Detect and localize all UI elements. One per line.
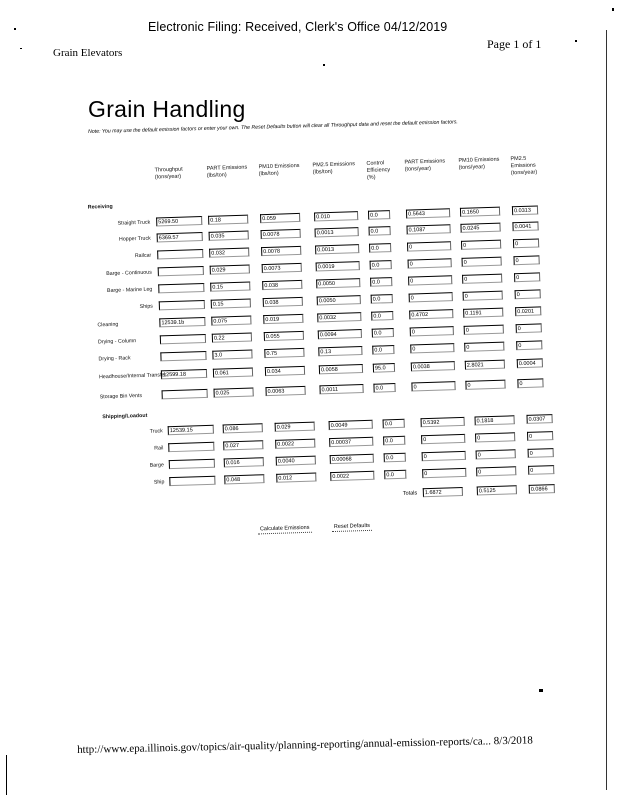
input-field[interactable]: 0.0 bbox=[371, 294, 393, 304]
input-field[interactable]: 3.0 bbox=[212, 350, 252, 360]
output-field: 0 bbox=[422, 468, 466, 478]
input-field[interactable]: 0.025 bbox=[213, 387, 253, 397]
input-field[interactable]: 0.0049 bbox=[329, 420, 373, 430]
input-field[interactable]: 0.00068 bbox=[330, 454, 374, 464]
section-label-shipping: Shipping/Loadout bbox=[102, 412, 148, 421]
output-field: 0 bbox=[515, 289, 541, 299]
output-field: 0 bbox=[410, 326, 454, 336]
instructions-note: Note: You may use the default emission factors or enter your own. The Reset Defaults button will clear all Throughput data and reset the default emission factors. bbox=[88, 119, 458, 135]
input-field[interactable]: 0.010 bbox=[314, 211, 358, 221]
output-field: 0.5392 bbox=[421, 417, 465, 427]
input-field[interactable]: 0.0 bbox=[383, 419, 405, 429]
output-field: 0 bbox=[408, 275, 452, 285]
output-field: 0 bbox=[517, 378, 543, 388]
input-field[interactable]: 0.0063 bbox=[265, 386, 305, 396]
page-footer: http://www.epa.illinois.gov/topics/air-quality/planning-reporting/annual-emission-reports/ca... 8/3/2018 bbox=[77, 734, 533, 756]
input-field[interactable]: 0.0019 bbox=[316, 261, 360, 271]
output-field: 0 bbox=[528, 465, 554, 475]
input-field[interactable] bbox=[160, 351, 206, 361]
row-label: Rail bbox=[154, 445, 164, 452]
input-field[interactable]: 0.0 bbox=[373, 383, 395, 393]
output-field: 0.1087 bbox=[406, 224, 450, 234]
input-field[interactable]: 0.055 bbox=[264, 331, 304, 341]
input-field[interactable]: 0.0040 bbox=[276, 456, 316, 466]
output-field: 0.0245 bbox=[460, 223, 500, 233]
row-label: Hopper Truck bbox=[118, 235, 151, 243]
input-field[interactable]: 0.0 bbox=[384, 470, 406, 480]
output-field: 0 bbox=[476, 449, 516, 459]
column-header: PM2.5 Emissions (tons/year) bbox=[510, 155, 538, 177]
output-field: 0 bbox=[527, 431, 553, 441]
input-field[interactable]: 0.0 bbox=[371, 311, 393, 321]
input-field[interactable] bbox=[160, 334, 206, 344]
input-field[interactable]: 0.75 bbox=[264, 348, 304, 358]
scan-speck bbox=[539, 689, 543, 692]
scan-speck bbox=[323, 64, 325, 66]
scan-speck bbox=[14, 28, 16, 30]
output-field: 0 bbox=[410, 343, 454, 353]
input-field[interactable]: 0.0022 bbox=[275, 439, 315, 449]
scan-edge bbox=[606, 30, 607, 790]
output-field: 0 bbox=[463, 291, 503, 301]
input-field[interactable]: 0.00037 bbox=[329, 437, 373, 447]
input-field[interactable]: 0.032 bbox=[209, 248, 249, 258]
column-header: PART Emissions (tons/year) bbox=[404, 158, 446, 173]
output-field: 2.8021 bbox=[465, 360, 505, 370]
input-field[interactable] bbox=[158, 283, 204, 293]
output-field: 0 bbox=[462, 257, 502, 267]
output-field: 0.5643 bbox=[406, 208, 450, 218]
row-label: Truck bbox=[149, 428, 163, 435]
column-header: PM10 Emissions (lbs/ton) bbox=[258, 162, 300, 178]
input-field[interactable] bbox=[169, 476, 215, 486]
row-label: Ship bbox=[153, 479, 165, 486]
output-field: 0 bbox=[407, 241, 451, 251]
output-field: 0.1191 bbox=[463, 308, 503, 318]
input-field[interactable]: 0.0 bbox=[370, 277, 392, 287]
input-field[interactable]: 0.0013 bbox=[315, 244, 359, 254]
reset-defaults-button[interactable]: Reset Defaults bbox=[332, 522, 372, 532]
input-field[interactable]: 0.038 bbox=[263, 297, 303, 307]
input-field[interactable]: 0.18 bbox=[208, 215, 248, 225]
output-field: 0 bbox=[465, 380, 505, 390]
input-field[interactable]: 0.034 bbox=[265, 366, 305, 376]
row-label: Headhouse/Internal Transfer bbox=[98, 372, 167, 381]
input-field[interactable]: 0.15 bbox=[210, 282, 250, 292]
input-field[interactable]: 0.0 bbox=[384, 453, 406, 463]
input-field[interactable]: 0.0 bbox=[369, 243, 391, 253]
input-field[interactable] bbox=[157, 249, 203, 259]
totals-label: Totals bbox=[402, 490, 418, 497]
row-label: Cleaning bbox=[97, 321, 119, 329]
input-field[interactable]: 0.035 bbox=[209, 231, 249, 241]
input-field[interactable]: 0.016 bbox=[224, 457, 264, 467]
input-field[interactable]: 0.0 bbox=[370, 260, 392, 270]
column-header: Control Efficiency (%) bbox=[366, 160, 391, 181]
output-field: 0 bbox=[516, 323, 542, 333]
output-field: 0 bbox=[422, 451, 466, 461]
scan-speck bbox=[575, 40, 577, 42]
input-field[interactable]: 0.019 bbox=[263, 314, 303, 324]
input-field[interactable]: 0.15 bbox=[211, 299, 251, 309]
input-field[interactable]: 0.0078 bbox=[261, 246, 301, 256]
input-field[interactable]: 0.13 bbox=[318, 346, 362, 356]
output-field: 0 bbox=[408, 258, 452, 268]
input-field[interactable]: 0.22 bbox=[212, 333, 252, 343]
input-field[interactable]: 0.0073 bbox=[262, 263, 302, 273]
output-field: 0 bbox=[528, 448, 554, 458]
output-field: 0 bbox=[462, 274, 502, 284]
output-field: 0.0004 bbox=[517, 358, 543, 368]
output-field: 0 bbox=[464, 325, 504, 335]
output-field: 0 bbox=[514, 272, 540, 282]
calculate-emissions-button[interactable]: Calculate Emissions bbox=[258, 524, 312, 535]
output-field: 0.1650 bbox=[460, 207, 500, 217]
output-field: 0 bbox=[516, 340, 542, 350]
input-field[interactable]: 12539.15 bbox=[168, 425, 214, 435]
input-field[interactable]: 0.075 bbox=[211, 316, 251, 326]
total-field: 0.5125 bbox=[477, 485, 517, 495]
input-field[interactable]: 0.0011 bbox=[319, 384, 363, 394]
input-field[interactable]: 0.0 bbox=[372, 328, 394, 338]
section-title: Grain Handling bbox=[88, 96, 246, 122]
input-field[interactable]: 0.086 bbox=[223, 423, 263, 433]
output-field: 0.4702 bbox=[409, 309, 453, 319]
input-field[interactable]: 12539.1b bbox=[159, 317, 205, 327]
input-field[interactable] bbox=[158, 266, 204, 276]
column-header: PM2.5 Emissions (lbs/ton) bbox=[312, 161, 356, 176]
filing-stamp: Electronic Filing: Received, Clerk's Office 04/12/2019 bbox=[148, 20, 448, 34]
input-field[interactable]: 5269.50 bbox=[156, 216, 202, 226]
input-field[interactable]: 0.0 bbox=[368, 210, 390, 220]
output-field: 0.0201 bbox=[515, 306, 541, 316]
input-field[interactable]: 0.0 bbox=[383, 436, 405, 446]
row-label: Storage Bin Vents bbox=[99, 392, 143, 401]
output-field: 0 bbox=[409, 292, 453, 302]
row-label: Railcar bbox=[134, 252, 152, 260]
output-field: 0.0041 bbox=[512, 221, 538, 231]
input-field[interactable]: 0.0058 bbox=[319, 364, 363, 374]
input-field[interactable]: 0.0 bbox=[372, 345, 394, 355]
row-label: Barge - Continuous bbox=[106, 269, 152, 278]
scan-speck bbox=[20, 48, 22, 49]
output-field: 0 bbox=[464, 342, 504, 352]
input-field[interactable]: 0.0 bbox=[368, 226, 390, 236]
output-field: 0 bbox=[513, 255, 539, 265]
row-label: Ships bbox=[139, 303, 153, 311]
section-label-receiving: Receiving bbox=[87, 203, 113, 211]
output-field: 0 bbox=[513, 238, 539, 248]
input-field[interactable] bbox=[162, 389, 208, 399]
row-label: Drying - Column bbox=[97, 338, 137, 346]
input-field[interactable]: 6369.57 bbox=[157, 232, 203, 242]
scan-speck bbox=[6, 755, 7, 795]
input-field[interactable]: 0.0013 bbox=[315, 227, 359, 237]
input-field[interactable]: 0.0050 bbox=[317, 295, 361, 305]
column-header: PM10 Emissions (tons/year) bbox=[458, 156, 500, 171]
scan-speck bbox=[612, 8, 614, 11]
input-field[interactable] bbox=[169, 459, 215, 469]
site-title: Grain Elevators bbox=[53, 47, 123, 59]
output-field: 0.0307 bbox=[526, 414, 552, 424]
input-field[interactable]: 0.0032 bbox=[317, 312, 361, 322]
input-field[interactable] bbox=[159, 300, 205, 310]
output-field: 0.0038 bbox=[411, 361, 455, 371]
input-field[interactable]: 0.059 bbox=[260, 213, 300, 223]
input-field[interactable]: 0.0050 bbox=[316, 278, 360, 288]
output-field: 0 bbox=[411, 381, 455, 391]
column-header: PART Emissions (lbs/ton) bbox=[206, 164, 248, 179]
input-field[interactable]: 0.048 bbox=[224, 474, 264, 484]
input-field[interactable]: 95.0 bbox=[373, 363, 395, 373]
row-label: Straight Truck bbox=[117, 219, 151, 227]
output-field: 0 bbox=[421, 434, 465, 444]
total-field: 0.0866 bbox=[529, 484, 555, 494]
input-field[interactable]: 12599.18 bbox=[161, 369, 207, 379]
page-number: Page 1 of 1 bbox=[487, 37, 542, 51]
column-header: Throughput (tons/year) bbox=[154, 166, 183, 181]
row-label: Drying - Rack bbox=[98, 355, 131, 363]
input-field[interactable]: 0.0022 bbox=[330, 471, 374, 481]
input-field[interactable]: 0.029 bbox=[275, 422, 315, 432]
input-field[interactable]: 0.012 bbox=[276, 473, 316, 483]
output-field: 0.1818 bbox=[474, 415, 514, 425]
input-field[interactable]: 0.029 bbox=[210, 265, 250, 275]
output-field: 0 bbox=[476, 466, 516, 476]
output-field: 0 bbox=[475, 432, 515, 442]
input-field[interactable]: 0.061 bbox=[213, 367, 253, 377]
input-field[interactable]: 0.0078 bbox=[261, 229, 301, 239]
input-field[interactable] bbox=[168, 442, 214, 452]
input-field[interactable]: 0.0094 bbox=[318, 329, 362, 339]
row-label: Barge bbox=[149, 462, 164, 469]
input-field[interactable]: 0.027 bbox=[223, 440, 263, 450]
row-label: Barge - Marine Leg bbox=[106, 286, 153, 295]
total-field: 1.6872 bbox=[423, 487, 463, 497]
output-field: 0.0313 bbox=[512, 205, 538, 215]
input-field[interactable]: 0.038 bbox=[262, 280, 302, 290]
output-field: 0 bbox=[461, 240, 501, 250]
